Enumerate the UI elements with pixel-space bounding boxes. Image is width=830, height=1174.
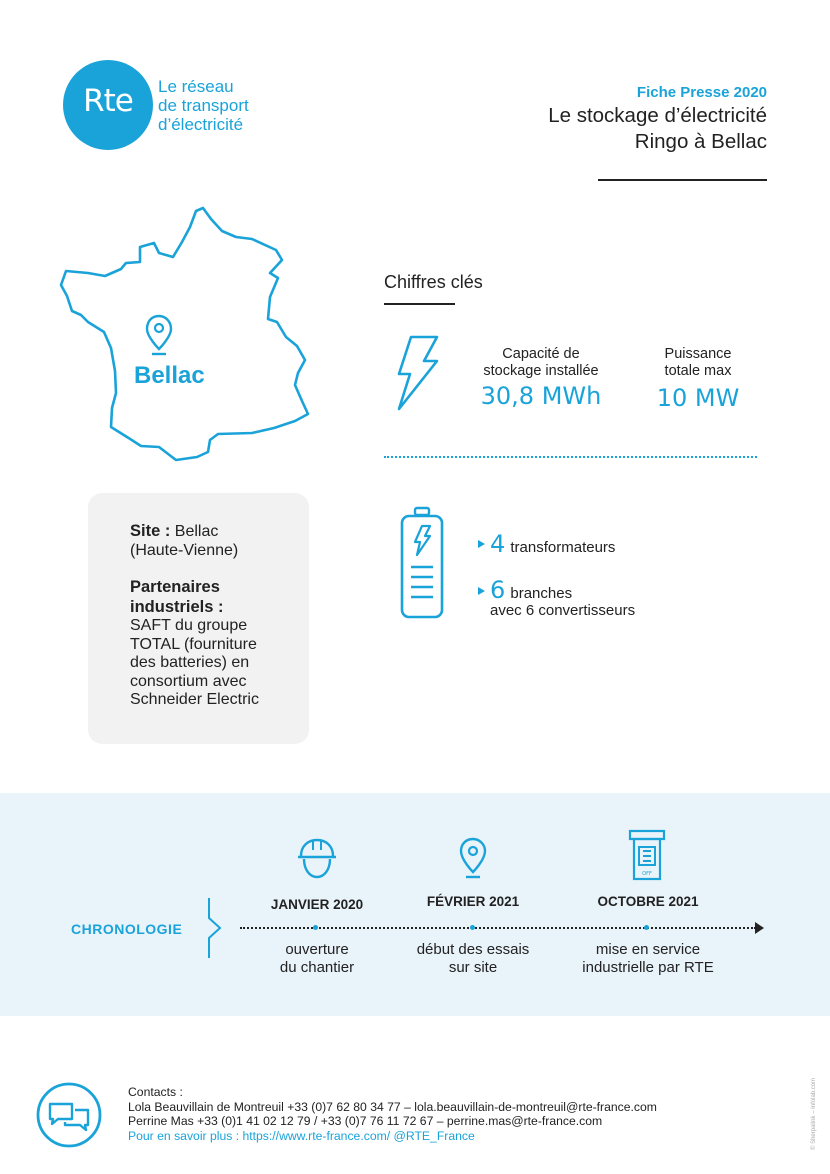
partners-line: TOTAL (fourniture — [130, 635, 257, 653]
event-line: du chantier — [279, 959, 355, 976]
item-number: 6 — [490, 576, 506, 604]
map-location-label: Bellac — [134, 362, 205, 389]
site-label: Site : — [130, 522, 171, 540]
partners-label — [130, 578, 300, 598]
section-divider — [384, 303, 455, 305]
contact-line: Perrine Mas +33 (0)1 41 02 12 79 / +33 (0)7 76 11 72 67 – perrine.mas@rte-france.com — [128, 1114, 603, 1128]
event-line: sur site — [448, 959, 498, 976]
battery-item — [490, 576, 572, 604]
site-card-text — [130, 522, 300, 710]
item-number: 4 — [490, 530, 506, 558]
timeline-event — [227, 941, 407, 977]
stat-label-line: totale max — [664, 363, 732, 379]
logo-mark: Rte — [83, 83, 133, 119]
timeline-event — [383, 941, 563, 977]
power-switch-icon — [627, 829, 667, 881]
page-title: Le stockage d’électricité — [548, 104, 767, 127]
event-line: début des essais — [416, 941, 530, 958]
chat-bubbles-icon — [36, 1082, 102, 1148]
hard-hat-worker-icon — [296, 836, 338, 880]
battery-item — [490, 530, 615, 558]
event-line: mise en service — [595, 941, 701, 958]
partners-line: Schneider Electric — [130, 691, 259, 708]
bullet-triangle-icon — [478, 587, 485, 595]
location-pin-icon — [147, 316, 171, 354]
site-value: Bellac — [174, 523, 219, 540]
logo-line: de transport — [158, 96, 249, 115]
partners-line: des batteries) en — [130, 654, 250, 671]
partners-label-line: Partenaires — [130, 578, 220, 596]
timeline-date: FÉVRIER 2021 — [426, 894, 520, 909]
item-subtext: avec 6 convertisseurs — [490, 602, 636, 619]
france-map-icon — [56, 205, 312, 463]
chevron-right-icon — [207, 898, 223, 958]
arrow-right-icon — [755, 922, 764, 934]
stat-power-value: 10 MW — [656, 384, 740, 412]
stat-power-label — [633, 346, 763, 380]
partners-label-line: industriels : — [130, 597, 224, 616]
switch-label: OFF — [642, 871, 652, 877]
timeline-date: JANVIER 2020 — [270, 897, 364, 912]
stat-label-line: stockage installée — [483, 363, 599, 379]
stat-capacity-value: 30,8 MWh — [480, 382, 602, 410]
credit-text: © Sherpalink – Infolab.com — [811, 1077, 817, 1150]
timeline-dot — [644, 925, 649, 930]
event-line: ouverture — [285, 941, 349, 958]
item-text: transformateurs — [510, 539, 616, 556]
stat-label-line: Puissance — [664, 346, 732, 362]
partners-label — [130, 598, 300, 618]
timeline-date: OCTOBRE 2021 — [597, 894, 699, 909]
contacts-title: Contacts : — [128, 1085, 183, 1099]
partners-line: SAFT du groupe — [130, 617, 248, 634]
contacts-block — [128, 1085, 657, 1143]
logo-line: d’électricité — [158, 115, 244, 134]
section-title: Chiffres clés — [384, 272, 483, 292]
site-region: (Haute-Vienne) — [130, 541, 239, 559]
fiche-label: Fiche Presse 2020 — [636, 84, 767, 101]
location-pin-icon — [458, 836, 488, 880]
logo-line: Le réseau — [158, 77, 234, 96]
timeline-dot — [470, 925, 475, 930]
stat-capacity-label — [466, 346, 616, 380]
contact-line: Lola Beauvillain de Montreuil +33 (0)7 62 80 34 77 – lola.beauvillain-de-montreuil@rte-france.com — [128, 1099, 657, 1114]
logo-text — [158, 77, 249, 134]
more-info-link[interactable]: Pour en savoir plus : https://www.rte-france.com/ @RTE_France — [128, 1128, 475, 1143]
event-line: industrielle par RTE — [582, 959, 714, 976]
page-subtitle: Ringo à Bellac — [634, 130, 767, 153]
stat-label-line: Capacité de — [502, 346, 580, 362]
dotted-divider — [384, 456, 757, 458]
bullet-triangle-icon — [478, 540, 485, 548]
rte-logo — [63, 60, 153, 150]
battery-icon — [398, 505, 446, 620]
lightning-bolt-icon — [393, 334, 441, 412]
timeline-event — [558, 941, 738, 977]
timeline-dot — [313, 925, 318, 930]
site-line — [130, 522, 300, 542]
title-divider — [598, 179, 767, 181]
partners-line: consortium avec — [130, 672, 247, 690]
item-text: branches — [510, 585, 573, 602]
chronologie-label: CHRONOLOGIE — [71, 921, 183, 937]
